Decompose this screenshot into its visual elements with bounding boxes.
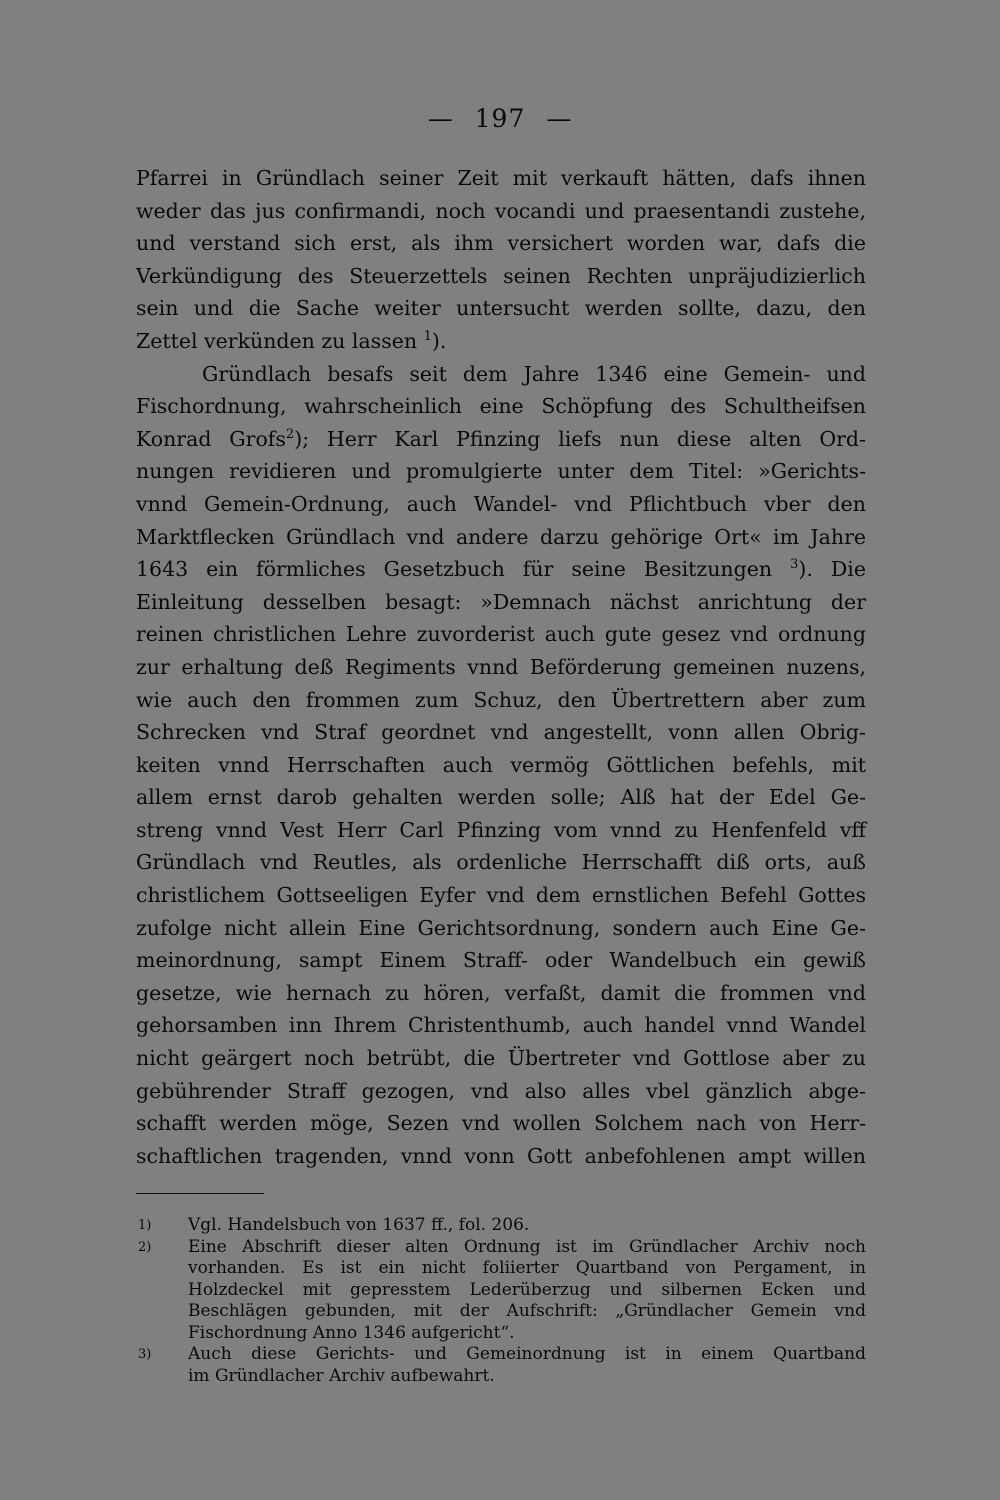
body-line	[136, 423, 866, 456]
body-line: reinen christlichen Lehre zuvorderist auch gute gesez vnd ordnung	[136, 622, 866, 647]
footnote-1	[136, 1215, 866, 1237]
body-line: Gründlach vnd Reutles, als ordenliche Herrschafft diß orts, auß	[136, 850, 866, 875]
body-line	[136, 553, 866, 586]
footnote-ref-2-close: )	[294, 426, 303, 451]
body-line-text: Zettel verkünden zu lassen	[136, 328, 418, 353]
footnotes	[136, 1215, 866, 1387]
body-line: schaftlichen tragenden, vnnd vonn Gott anbefohlenen ampt willen	[136, 1143, 866, 1168]
footnote-ref-3-close: )	[798, 557, 807, 582]
page-number-value: 197	[474, 104, 526, 133]
body-line-text: . Die	[806, 557, 866, 582]
body-line	[136, 325, 866, 358]
footnote-line: vorhanden. Es ist ein nicht foliierter Quartband von Pergament, in	[188, 1258, 866, 1278]
page-number-dash-left: —	[427, 104, 454, 133]
body-line: vnnd Gemein-Ordnung, auch Wandel- vnd Pflichtbuch vber den	[136, 491, 866, 516]
body-line: Pfarrei in Gründlach seiner Zeit mit verkauft hätten, dafs ihnen	[136, 166, 866, 190]
body-line: keiten vnnd Herrschaften auch vermög Göttlichen befehls, mit	[136, 752, 866, 777]
body-line: christlichem Gottseeligen Eyfer vnd dem ernstlichen Befehl Gottes	[136, 883, 866, 908]
body-line: Verkündigung des Steuerzettels seinen Rechten unpräjudizierlich	[136, 263, 866, 288]
page-number	[0, 104, 1000, 133]
body-line: Einleitung desselben besagt: »Demnach nächst anrichtung der	[136, 589, 866, 614]
body-line: Fischordnung, wahrscheinlich eine Schöpfung des Schultheifsen	[136, 394, 866, 419]
footnote-line: Fischordnung Anno 1346 aufgericht“.	[188, 1322, 515, 1343]
body-line: allem ernst darob gehalten werden solle; Alß hat der Edel Ge-	[136, 785, 866, 810]
body-line-text: ; Herr Karl Pfinzing liefs nun diese alten Ord-	[302, 426, 866, 451]
body-line: Gründlach besafs seit dem Jahre 1346 eine Gemein- und	[202, 361, 866, 386]
footnote-marker: 2)	[138, 1239, 152, 1255]
body-line: gehorsamben inn Ihrem Christenthumb, auch handel vnnd Wandel	[136, 1013, 866, 1038]
body-text	[136, 162, 866, 1172]
body-line: wie auch den frommen zum Schuz, den Übertrettern aber zum	[136, 687, 866, 712]
body-line: zufolge nicht allein Eine Gerichtsordnung, sondern auch Eine Ge-	[136, 915, 866, 940]
footnote-line: im Gründlacher Archiv aufbewahrt.	[188, 1365, 495, 1386]
body-line: nicht geärgert noch betrübt, die Übertreter vnd Gottlose aber zu	[136, 1046, 866, 1071]
footnote-3	[136, 1344, 866, 1387]
footnote-2	[136, 1237, 866, 1345]
body-line: gesetze, wie hernach zu hören, verfaßt, damit die frommen vnd	[136, 980, 866, 1005]
footnote-ref-1-close: ).	[431, 328, 447, 353]
footnote-ref-1: 1	[423, 329, 432, 345]
body-line: gebührender Straff gezogen, vnd also alles vbel gänzlich abge-	[136, 1078, 866, 1103]
body-line: Schrecken vnd Straf geordnet vnd angestellt, vonn allen Obrig-	[136, 720, 866, 745]
body-line: zur erhaltung deß Regiments vnnd Beförderung gemeinen nuzens,	[136, 654, 866, 679]
footnote-line: Beschlägen gebunden, mit der Aufschrift: „Gründlacher Gemein vnd	[188, 1301, 866, 1321]
body-line-text: Konrad Grofs	[136, 426, 286, 451]
footnote-marker: 3)	[138, 1347, 152, 1362]
footnote-divider	[136, 1193, 264, 1194]
footnote-ref-3: 3	[790, 557, 799, 573]
footnote-line: Vgl. Handelsbuch von 1637 ff., fol. 206.	[188, 1215, 530, 1235]
body-line: sein und die Sache weiter untersucht werden sollte, dazu, den	[136, 296, 866, 321]
footnote-marker: 1)	[138, 1218, 152, 1233]
body-line-text: 1643 ein förmliches Gesetzbuch für seine Besitzungen	[136, 557, 773, 582]
footnote-line: Eine Abschrift dieser alten Ordnung ist im Gründlacher Archiv noch	[188, 1236, 866, 1257]
page-number-dash-right: —	[546, 104, 573, 133]
body-line: Marktflecken Gründlach vnd andere darzu gehörige Ort« im Jahre	[136, 524, 866, 549]
body-line: und verstand sich erst, als ihm versichert worden war, dafs die	[136, 231, 866, 256]
body-line: meinordnung, sampt Einem Straff- oder Wandelbuch ein gewiß	[136, 948, 866, 973]
body-line: nungen revidieren und promulgierte unter dem Titel: »Gerichts-	[136, 459, 866, 484]
footnote-line: Holzdeckel mit gepresstem Lederüberzug und silbernen Ecken und	[188, 1279, 866, 1300]
footnote-ref-2: 2	[285, 426, 295, 442]
body-line: schafft werden möge, Sezen vnd wollen Solchem nach von Herr-	[136, 1111, 866, 1136]
body-line: weder das jus confirmandi, noch vocandi und praesentandi zustehe,	[136, 198, 866, 223]
footnote-line: Auch diese Gerichts- und Gemeinordnung ist in einem Quartband	[188, 1344, 866, 1364]
body-line: streng vnnd Vest Herr Carl Pfinzing vom vnnd zu Henfenfeld vff	[136, 817, 866, 842]
